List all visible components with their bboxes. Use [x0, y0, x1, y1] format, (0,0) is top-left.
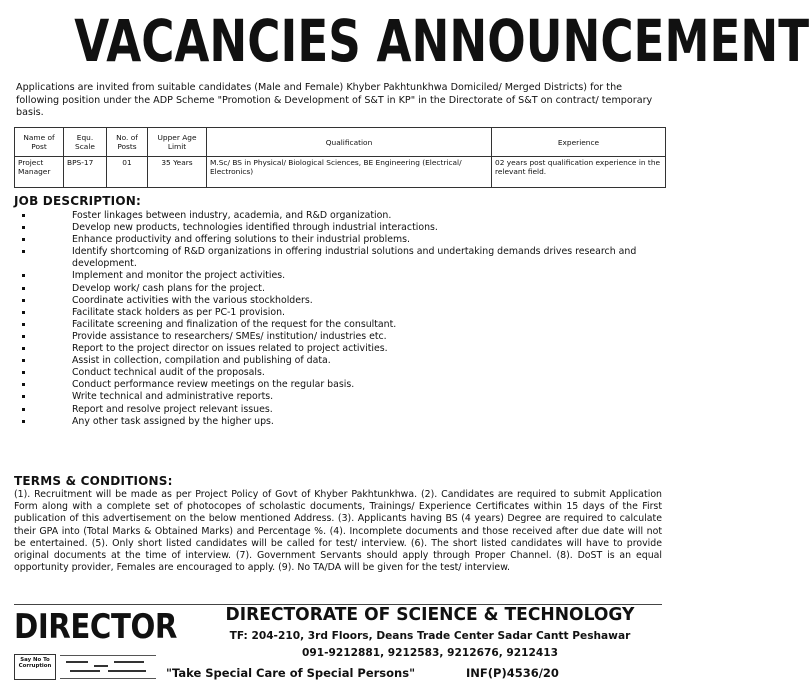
list-item: Implement and monitor the project activities. [14, 270, 662, 282]
list-item: Foster linkages between industry, academia, and R&D organization. [14, 210, 662, 222]
cell-posts: 01 [107, 157, 148, 188]
terms-heading: TERMS & CONDITIONS: [14, 474, 173, 488]
terms-paragraph: (1). Recruitment will be made as per Project Policy of Govt of Khyber Pakhtunkhwa. (2). Candidates are required to submit Application Form along with a complete set of photocopes of scholastic documents, Trainings/ Experience Certificates within 15 days of the First publication of this advertisement on the below mentioned Address. (3). Applicants having BS (4 years) Degree are required to calculate their GPA into (Total Marks & Obtained Marks) and Percentage %. (4). Incomplete documents and those received after due date will not be entertained. (5). Only short listed candidates will be called for test/ interview. (6). The short listed candidates will have to provide original documents at the time of interview. (7). Government Servants should apply through Proper Channel. (8). DoST is an equal opportunity provider, Females are encouraged to apply. (9). No TA/DA will be given for the test/ interview. [14, 489, 662, 574]
list-item: Assist in collection, compilation and publishing of data. [14, 355, 662, 367]
department-name: DIRECTORATE OF SCIENCE & TECHNOLOGY [225, 604, 635, 625]
logo-english-text: Say No To Corruption [14, 654, 56, 680]
list-item: Provide assistance to researchers/ SMEs/ institution/ industries etc. [14, 331, 662, 343]
job-description-heading: JOB DESCRIPTION: [14, 194, 141, 208]
table-row [15, 157, 666, 188]
cell-age: 35 Years [148, 157, 207, 188]
list-item: Write technical and administrative reports. [14, 391, 662, 403]
list-item: Enhance productivity and offering solutions to their industrial problems. [14, 234, 662, 246]
list-item: Identify shortcoming of R&D organizations in offering industrial solutions and undertaking demands drives research and development. [14, 246, 662, 270]
list-item: Report to the project director on issues related to project activities. [14, 343, 662, 355]
cell-post-name: Project Manager [15, 157, 64, 188]
cell-experience: 02 years post qualification experience in the relevant field. [492, 157, 666, 188]
list-item: Conduct technical audit of the proposals. [14, 367, 662, 379]
cell-qualification: M.Sc/ BS in Physical/ Biological Sciences, BE Engineering (Electrical/ Electronics) [207, 157, 492, 188]
vacancy-table [14, 127, 666, 188]
list-item: Facilitate stack holders as per PC-1 provision. [14, 307, 662, 319]
job-description-list [14, 210, 662, 428]
header-age-limit: Upper Age Limit [148, 128, 207, 157]
list-item: Report and resolve project relevant issues. [14, 404, 662, 416]
header-no-of-posts: No. of Posts [107, 128, 148, 157]
header-experience: Experience [492, 128, 666, 157]
phone-numbers: 091-9212881, 9212583, 9212676, 9212413 [301, 647, 559, 659]
logo-urdu-script [60, 655, 156, 679]
header-scale: Equ. Scale [64, 128, 107, 157]
intro-paragraph: Applications are invited from suitable candidates (Male and Female) Khyber Pakhtunkhwa Domiciled/ Merged Districts) for the following position under the ADP Scheme "Promotion & Development of S&T in KP" in the Directorate of S&T on contract/ temporary basis. [16, 82, 653, 119]
header-name-of-post: Name of Post [15, 128, 64, 157]
list-item: Any other task assigned by the higher ups. [14, 416, 662, 428]
inf-number: INF(P)4536/20 [466, 666, 559, 680]
director-label: DIRECTOR [14, 607, 177, 647]
list-item: Coordinate activities with the various stockholders. [14, 295, 662, 307]
list-item: Develop new products, technologies identified through industrial interactions. [14, 222, 662, 234]
header-qualification: Qualification [207, 128, 492, 157]
list-item: Develop work/ cash plans for the project. [14, 283, 662, 295]
address-line: TF: 204-210, 3rd Floors, Deans Trade Center Sadar Cantt Peshawar [229, 630, 631, 642]
anti-corruption-logo [14, 652, 160, 682]
table-header-row [15, 128, 666, 157]
page-title: VACANCIES ANNOUNCEMENT [74, 7, 809, 75]
cell-scale: BPS-17 [64, 157, 107, 188]
slogan: "Take Special Care of Special Persons" [166, 666, 416, 680]
list-item: Conduct performance review meetings on the regular basis. [14, 379, 662, 391]
list-item: Facilitate screening and finalization of the request for the consultant. [14, 319, 662, 331]
